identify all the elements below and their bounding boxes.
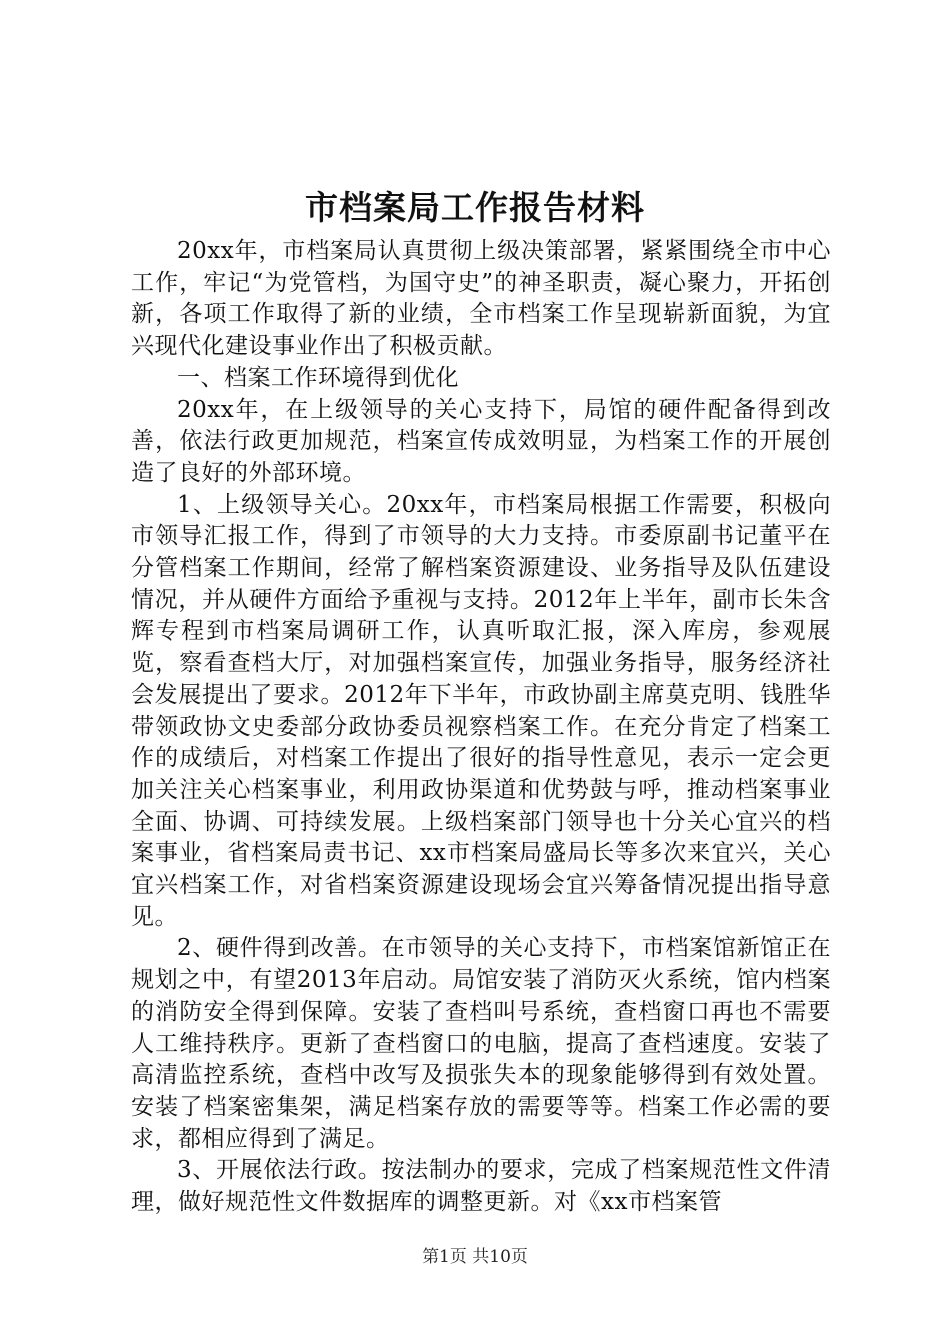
paragraph-item-3: 3、开展依法行政。按法制办的要求，完成了档案规范性文件清理，做好规范性文件数据库的调整更新。对《xx市档案管 — [131, 1157, 831, 1216]
paragraph-section-1-intro: 20xx年，在上级领导的关心支持下，局馆的硬件配备得到改善，依法行政更加规范，档案宣传成效明显，为档案工作的开展创造了良好的外部环境。 — [131, 396, 831, 486]
document-title: 市档案局工作报告材料 — [305, 188, 645, 227]
paragraph-intro: 20xx年，市档案局认真贯彻上级决策部署，紧紧围绕全市中心工作，牢记“为党管档，为国守史”的神圣职责，凝心聚力，开拓创新，各项工作取得了新的业绩，全市档案工作呈现崭新面貌，为宜兴现代化建设事业作出了积极贡献。 — [131, 238, 831, 360]
page-footer: 第1页 共10页 — [422, 1247, 528, 1267]
section-heading-1: 一、档案工作环境得到优化 — [177, 364, 459, 391]
paragraph-item-2: 2、硬件得到改善。在市领导的关心支持下，市档案馆新馆正在规划之中，有望2013年启动。局馆安装了消防灭火系统，馆内档案的消防安全得到保障。安装了查档叫号系统，查档窗口再也不需要人工维持秩序。更新了查档窗口的电脑，提高了查档速度。安装了高清监控系统，查档中改写及损张失本的现象能够得到有效处置。安装了档案密集架，满足档案存放的需要等等。档案工作必需的要求，都相应得到了满足。 — [131, 935, 831, 1152]
document-body — [131, 236, 831, 1219]
paragraph-item-1: 1、上级领导关心。20xx年，市档案局根据工作需要，积极向市领导汇报工作，得到了市领导的大力支持。市委原副书记董平在分管档案工作期间，经常了解档案资源建设、业务指导及队伍建设情况，并从硬件方面给予重视与支持。2012年上半年，副市长朱含辉专程到市档案局调研工作，认真听取汇报，深入库房，参观展览，察看查档大厅，对加强档案宣传，加强业务指导，服务经济社会发展提出了要求。2012年下半年，市政协副主席莫克明、钱胜华带领政协文史委部分政协委员视察档案工作。在充分肯定了档案工作的成绩后，对档案工作提出了很好的指导性意见，表示一定会更加关注关心档案事业，利用政协渠道和优势鼓与呼，推动档案事业全面、协调、可持续发展。上级档案部门领导也十分关心宜兴的档案事业，省档案局责书记、xx市档案局盛局长等多次来宜兴，关心宜兴档案工作，对省档案资源建设现场会宜兴筹备情况提出指导意见。 — [131, 491, 831, 930]
